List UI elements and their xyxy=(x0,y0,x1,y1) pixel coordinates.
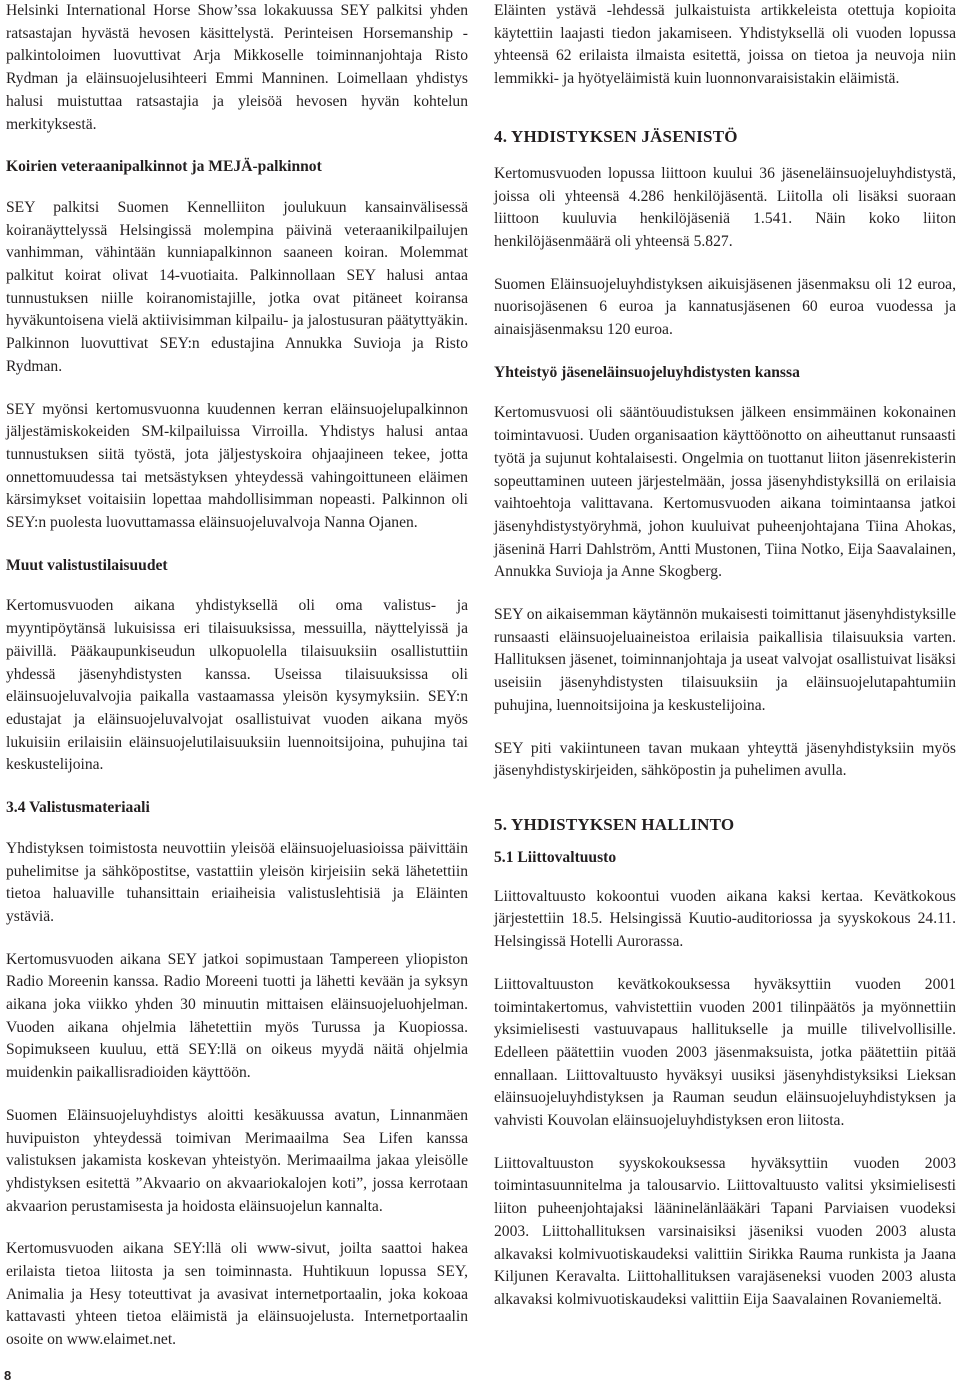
paragraph-sea-life: Suomen Eläinsuojeluyhdistys aloitti kesäkuussa avatun, Linnanmäen huvipuiston yhteydessä toimivan Merimaailma Sea Lifen kanssa valistuksen jakamista koskevan yhteistyön. Merimaailma jakaa yleisölle yhdistyksen esitettä ”Akvaario on akvaariokalojen koti”, jossa kerrotaan akvaarion perustamisesta ja hoidosta eläinsuojelun kannalta. xyxy=(6,1106,468,1215)
paragraph-toimintavuosi: Kertomusvuosi oli sääntöuudistuksen jälkeen ensimmäinen kokonainen toimintavuosi. Uuden organisaation käyttöönotto on aiheuttanut runsaasti työtä ja sujunut kohtalaisesti. Ongelmia on tuottanut liiton jäsenrekisterin sopeuttaminen uuteen järjestelmään, jossa jäsenyhdistyksillä on erilaisia vaihtoehtoja valittavana. Kertomusvuoden aikana toimintaansa jatkoi jäsenyhdistystyöryhmä, johon kuuluivat puheenjohtajana Tiina Ahokas, jäseninä Harri Dahlström, Antti Mustonen, Tiina Notko, Eija Saavalainen, Annukka Suvioja ja Anne Skogberg. xyxy=(494,404,956,581)
right-column xyxy=(494,0,956,1312)
paragraph-jasenmaara: Kertomusvuoden lopussa liittoon kuului 36 jäseneläinsuojeluyhdistystä, joissa oli yhteensä 4.286 henkilöjäsentä. Liitolla oli lisäksi suoraan liittoon kuuluvia henkilöjäseniä 1.541. Näin koko liiton henkilöjäsenmäärä oli yhteensä 5.827. xyxy=(494,164,956,250)
paragraph-kevatkokous: Liittovaltuuston kevätkokouksessa hyväksyttiin vuoden 2001 toimintakertomus, vahvistettiin vuoden 2001 tilinpäätös ja myönnettiin yksimielisesti vastuuvapaus hallitukselle ja muille tilivelvollisille. Edelleen päätettiin vuoden 2003 jäsenmaksuista, jotka päätettiin pitää ennallaan. Liittovaltuusto hyväksyi uusiksi jäsenyhdistyksiksi Lieksan eläinsuojeluyhdistyksen ja Rauman seudun eläinsuojeluyhdistyksen ja vahvisti Kouvolan eläinsuojeluyhdistyksen eron liitosta. xyxy=(494,975,956,1130)
paragraph-aineisto: SEY on aikaisemman käytännön mukaisesti toimittanut jäsenyhdistyksille runsaasti eläinsuojeluaineistoa erilaisia paikallisia tilaisuuksia varten. Hallituksen jäsenet, toiminnanjohtaja ja useat valvojat osallistuivat lisäksi useisiin jäsenyhdistysten tilaisuuksiin ja eläinsuojelutapahtumiin puhujina, luennoitsijoina ja keskustelijoina. xyxy=(494,606,956,714)
paragraph-veteraanipalkinnot: SEY palkitsi Suomen Kennelliiton joulukuun kansainvälisessä koiranäyttelyssä Helsingissä molempina päivinä veteraanikilpailujen vanhimman, vähintään kunniapalkinnon saaneen koiran. Molemmat palkitut koirat olivat 14-vuotiaita. Palkinnollaan SEY halusi antaa tunnustuksen niille koiranomistajille, jotka ovat pitäneet koiransa hyväkuntoisena vielä aktiivisimman kilpailu- ja jalostusuran päätyttyäkin. Palkinnon luovuttivat SEY:n edustajina Annukka Suvioja ja Risto Rydman. xyxy=(6,198,468,375)
paragraph-kokoukset: Liittovaltuusto kokoontui vuoden aikana kaksi kertaa. Kevätkokous järjestettiin 18.5. Helsingissä Kuutio-auditoriossa ja syyskokous 24.11. Helsingissä Hotelli Aurorassa. xyxy=(494,887,956,951)
paragraph-elainsuojelupalkinto: SEY myönsi kertomusvuonna kuudennen kerran eläinsuojelupalkinnon jäljestämiskokeiden SM-kilpailuissa Virroilla. Yhdistys halusi antaa tunnustuksen siitä työstä, jota jäljestyskoira ohjaajineen tekee, jotta onnettomuudessa tai metsästyksen yhteydessä vahingoittuneen eläimen kärsimykset voitaisiin lopettaa mahdollisimman nopeasti. Palkinnon oli SEY:n puolesta luovuttamassa eläinsuojeluvalvoja Nanna Ojanen. xyxy=(6,400,468,532)
left-column xyxy=(6,0,468,1352)
heading-yhteistyo: Yhteistyö jäseneläinsuojeluyhdistysten kanssa xyxy=(494,363,800,381)
paragraph-syyskokous: Liittovaltuuston syyskokouksessa hyväksyttiin vuoden 2003 toimintasuunnitelma ja talousarvio. Liittovaltuusto valitsi yksimielisesti liiton puheenjohtajaksi lääninelänlääkäri Tapani Parviaisen vuodeksi 2003. Liittohallituksen varsinaisiksi jäseniksi vuoden 2003 alusta alkavaksi kolmivuotiskaudeksi valittiin Sirikka Rauma runkista ja Jaana Kiljunen Keravalta. Liittohallituksen varajäseneksi vuoden 2003 alusta alkavaksi kolmivuotiskaudeksi valittiin Eija Saavalainen Rovaniemeltä. xyxy=(494,1154,956,1308)
heading-valistusmateriaali: 3.4 Valistusmateriaali xyxy=(6,799,150,817)
paragraph-radio-moreeni: Kertomusvuoden aikana SEY jatkoi sopimustaan Tampereen yliopiston Radio Moreenin kanssa. Radio Moreeni tuotti ja lähetti kevään ja syksyn aikana joka viikko yhden 30 minuutin mittaisen eläinsuojeluohjelman. Vuoden aikana ohjelmia lähetettiin myös Turussa ja Kuopiossa. Sopimukseen kuuluu, että SEY:llä on oikeus myydä näitä ohjelmia muidenkin paikallisradioiden käyttöön. xyxy=(6,950,468,1082)
paragraph-esitteet: Eläinten ystävä -lehdessä julkaistuista artikkeleista otettuja kopioita käytettiin laajasti tiedon jakamiseen. Yhdistyksellä oli vuoden lopussa yhteensä 62 erilaista ilmaista esitettä, joissa on tietoa ja neuvoja niin lemmikki- ja hyötyeläimistä kuin luonnonvaraisistakin eläimistä. xyxy=(494,2,956,88)
page-number: 8 xyxy=(4,1368,12,1383)
heading-jasenisto: 4. YHDISTYKSEN JÄSENISTÖ xyxy=(494,126,738,146)
heading-hallinto: 5. YHDISTYKSEN HALLINTO xyxy=(494,814,735,834)
paragraph-www-sivut: Kertomusvuoden aikana SEY:llä oli www-sivut, joilta saattoi hakea erilaista tietoa liitosta ja sen toiminnasta. Huhtikuun lopussa SEY, Animalia ja Hesy toteuttivat ja avasivat internetportaalin, joka kokoaa kattavasti yhteen tietoa eläimistä ja eläinsuojelusta. Internetportaalin osoite on www.elaimet.net. xyxy=(6,1240,468,1349)
paragraph-jasenmaksu: Suomen Eläinsuojeluyhdistyksen aikuisjäsenen jäsenmaksu oli 12 euroa, nuorisojäsenen 6 euroa ja kannatusjäsenen 60 euroa vuodessa ja ainaisjäsenmaksu 120 euroa. xyxy=(494,275,956,339)
heading-liittovaltuusto: 5.1 Liittovaltuusto xyxy=(494,848,617,866)
heading-muut-valistustilaisuudet: Muut valistustilaisuudet xyxy=(6,556,168,574)
paragraph-horse-show: Helsinki International Horse Show’ssa lokakuussa SEY palkitsi yhden ratsastajan hyvästä hevosen käsittelystä. Perinteisen Horsemanship -palkintoloimen luovuttivat Arja Mikkoselle toiminnanjohtaja Risto Rydman ja eläinsuojelusihteeri Emmi Manninen. Loimellaan yhdistys halusi muistuttaa ratsastajia ja yleisöä hevosen hyvän kohtelun merkityksestä. xyxy=(6,2,468,133)
paragraph-neuvonta: Yhdistyksen toimistosta neuvottiin yleisöä eläinsuojeluasioissa päivittäin puhelimitse ja sähköpostitse, vastattiin yleisön kirjeisiin sekä lähetettiin tietoa haluaville tuhansittain eriaiheisia valistuslehtisiä ja Eläinten ystäviä. xyxy=(6,839,468,925)
heading-koirien-palkinnot: Koirien veteraanipalkinnot ja MEJÄ-palkinnot xyxy=(6,158,322,176)
paragraph-valistuspoyta: Kertomusvuoden aikana yhdistyksellä oli oma valistus- ja myyntipöytänsä lukuisissa eri tilaisuuksissa, messuilla, näyttelyissä ja päivillä. Pääkaupunkiseudun ulkopuolella tilaisuuksiin osallistuttiin yhdessä jäsenyhdistysten kanssa. Useissa tilaisuuksissa oli eläinsuojeluvalvojia paikalla vastaamassa yleisön kysymyksiin. SEY:n edustajat ja eläinsuojeluvalvojat osallistuivat vuoden aikana myös lukuisiin erilaisiin eläinsuojelutilaisuuksiin luennoitsijoina, puhujina tai keskustelijoina. xyxy=(6,597,468,774)
paragraph-yhteydenpito: SEY piti vakiintuneen tavan mukaan yhteyttä jäsenyhdistyksiin myös jäsenyhdistyskirjeiden, sähköpostin ja puhelimen avulla. xyxy=(494,739,956,780)
